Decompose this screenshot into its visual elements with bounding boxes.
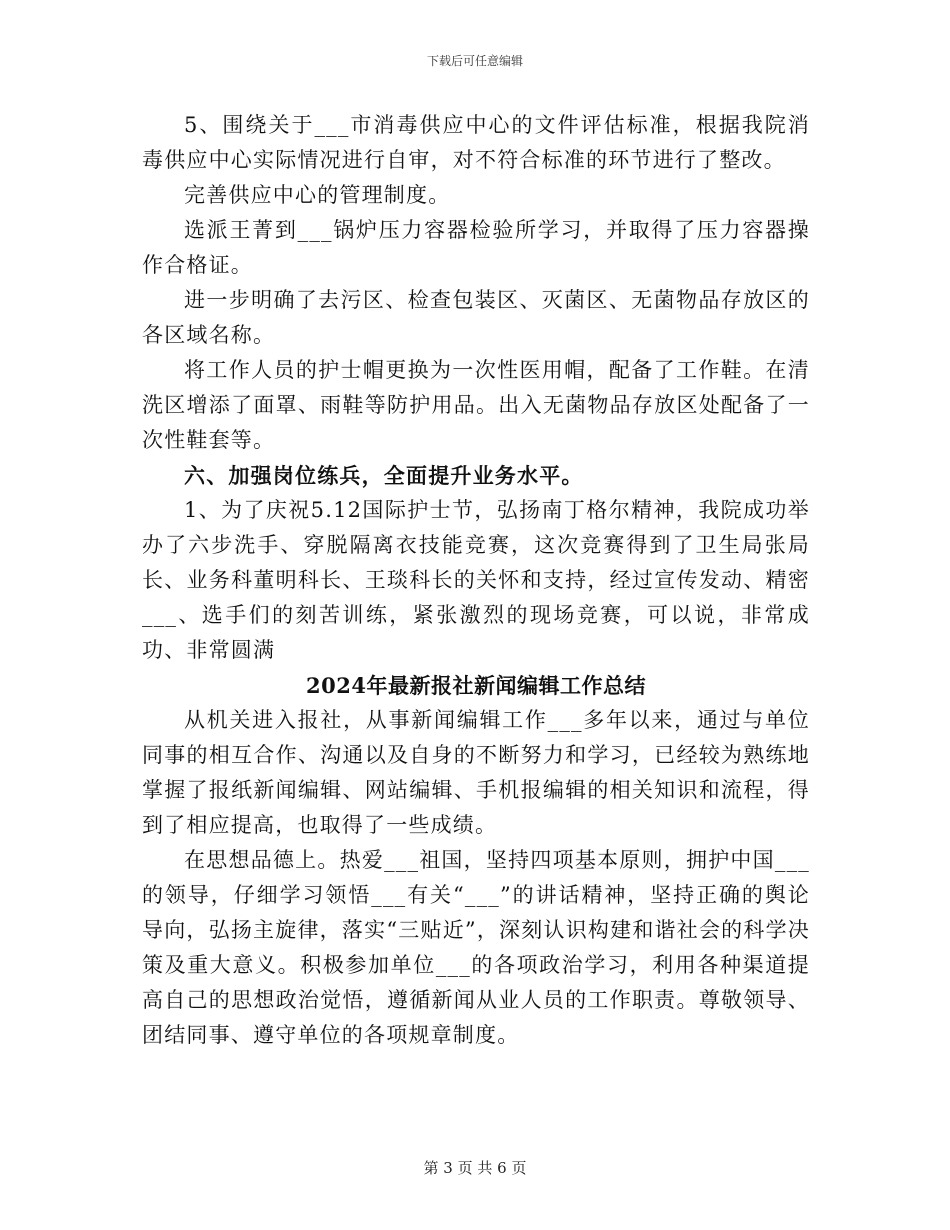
page-footer: 第 3 页 共 6 页	[423, 1159, 527, 1177]
paragraph-equipment: 将工作人员的护士帽更换为一次性医用帽，配备了工作鞋。在清洗区增添了面罩、雨鞋等防护用品。出入无菌物品存放区处配备了一次性鞋套等。	[142, 358, 810, 452]
paragraph-competition: 1、为了庆祝5.12国际护士节，弘扬南丁格尔精神，我院成功举办了六步洗手、穿脱隔离衣技能竞赛，这次竞赛得到了卫生局张局长、业务科董明科长、王琰科长的关怀和支持，经过宣传发动、精密___、选手们的刻苦训练，紧张激烈的现场竞赛，可以说，非常成功、非常圆满	[142, 498, 810, 662]
section-heading-six: 六、加强岗位练兵，全面提升业务水平。	[184, 463, 584, 488]
document-title: 2024年最新报社新闻编辑工作总结	[306, 673, 646, 698]
paragraph-training: 选派王菁到___锅炉压力容器检验所学习，并取得了压力容器操作合格证。	[142, 218, 810, 277]
paragraph-intro: 从机关进入报社，从事新闻编辑工作___多年以来，通过与单位同事的相互合作、沟通以及自身的不断努力和学习，已经较为熟练地掌握了报纸新闻编辑、网站编辑、手机报编辑的相关知识和流程，得到了相应提高，也取得了一些成绩。	[142, 708, 810, 837]
paragraph-zones: 进一步明确了去污区、检查包装区、灭菌区、无菌物品存放区的各区域名称。	[142, 288, 810, 347]
paragraph-ideology: 在思想品德上。热爱___祖国，坚持四项基本原则，拥护中国___的领导，仔细学习领悟___有关“___”的讲话精神，坚持正确的舆论导向，弘扬主旋律，落实“三贴近”，深刻认识构建和谐社会的科学决策及重大意义。积极参加单位___的各项政治学习，利用各种渠道提高自己的思想政治觉悟，遵循新闻从业人员的工作职责。尊敬领导、团结同事、遵守单位的各项规章制度。	[142, 848, 810, 1047]
page-header: 下载后可任意编辑	[426, 54, 523, 68]
paragraph-management: 完善供应中心的管理制度。	[184, 183, 451, 207]
paragraph-review: 5、围绕关于___市消毒供应中心的文件评估标准，根据我院消毒供应中心实际情况进行自审，对不符合标准的环节进行了整改。	[142, 113, 810, 172]
document-body	[142, 108, 810, 1053]
